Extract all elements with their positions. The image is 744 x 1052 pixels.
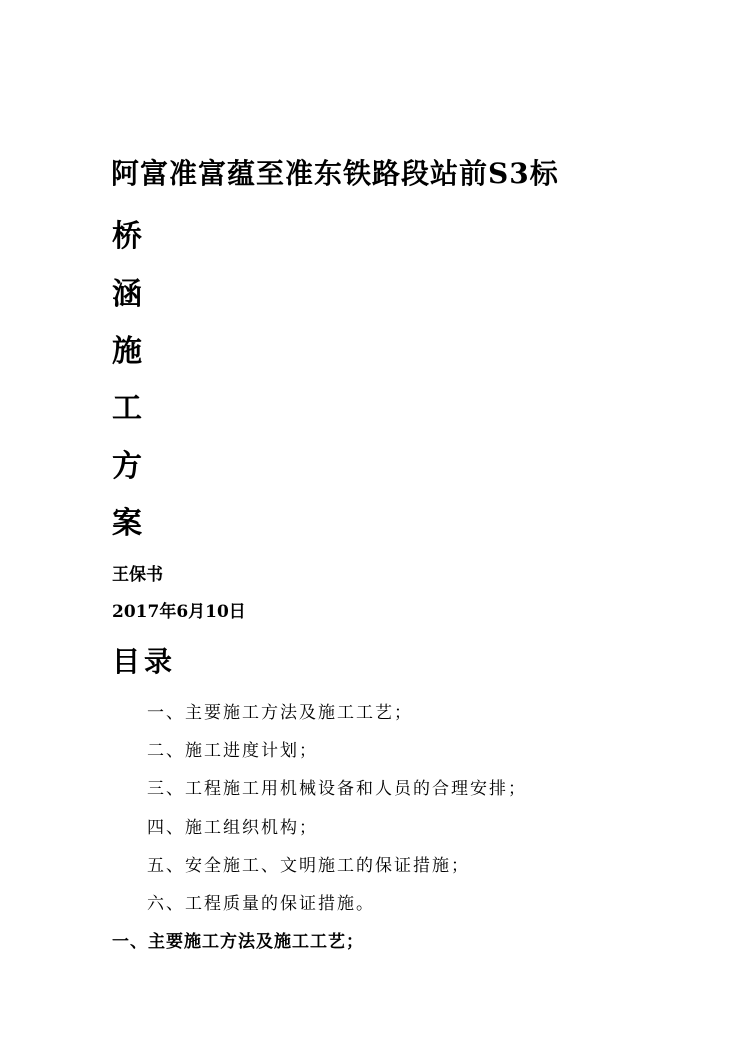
title-char-1: 桥 xyxy=(112,219,142,254)
author-name: 王保书 xyxy=(112,565,163,585)
toc-heading: 目录 xyxy=(112,645,177,678)
title-char-5: 方 xyxy=(112,449,142,484)
toc-item: 一、主要施工方法及施工工艺； xyxy=(147,703,413,723)
toc-item: 四、施工组织机构； xyxy=(147,818,318,838)
title-char-6: 案 xyxy=(112,506,142,541)
document-title: 阿富准富蕴至准东铁路段站前S3标 xyxy=(111,157,559,190)
title-char-2: 涵 xyxy=(112,277,142,312)
title-char-4: 工 xyxy=(112,391,142,426)
toc-item: 六、工程质量的保证措施。 xyxy=(147,894,375,914)
section-heading: 一、主要施工方法及施工工艺； xyxy=(112,932,364,952)
document-date: 2017年6月10日 xyxy=(112,602,246,622)
toc-item: 三、工程施工用机械设备和人员的合理安排； xyxy=(147,779,527,799)
toc-item: 五、安全施工、文明施工的保证措施； xyxy=(147,856,470,876)
title-char-3: 施 xyxy=(112,334,142,369)
toc-item: 二、施工进度计划； xyxy=(147,741,318,761)
